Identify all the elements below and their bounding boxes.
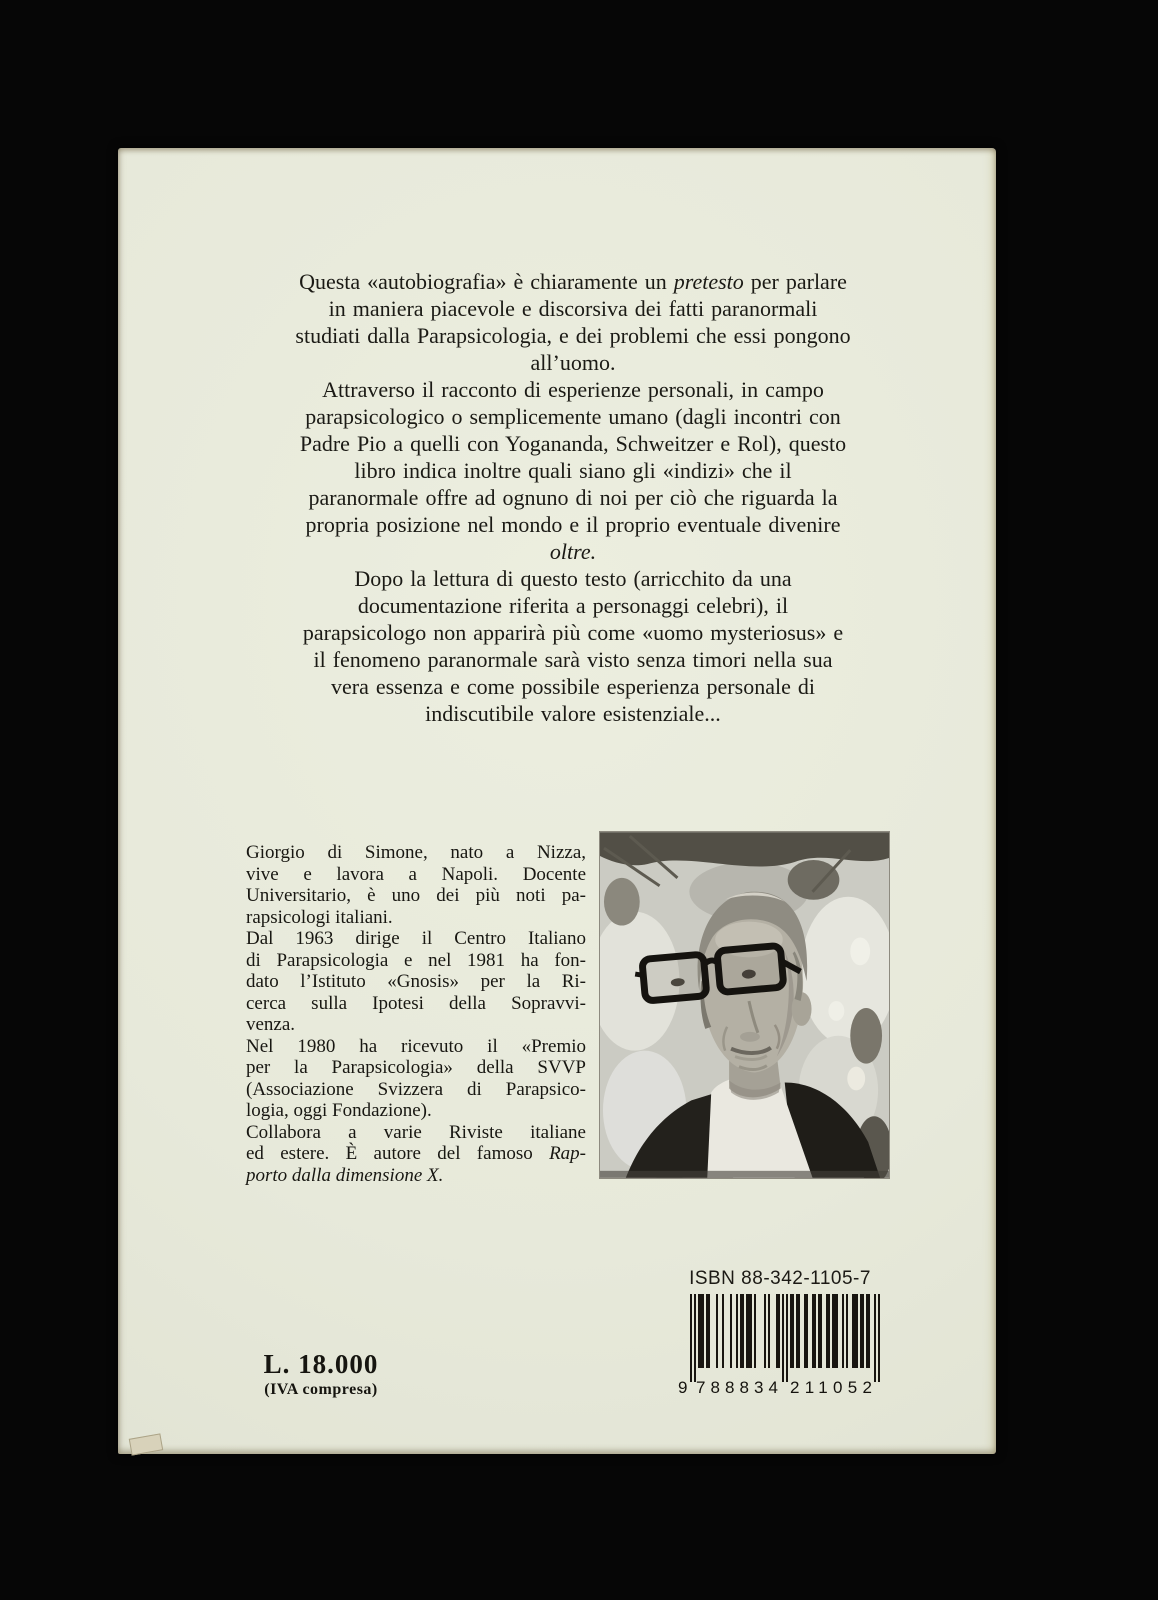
text-segment: ed estere. È autore del famoso	[246, 1143, 550, 1164]
text-line	[238, 538, 908, 565]
price-amount: L. 18.000	[263, 1349, 379, 1379]
text-line	[246, 971, 586, 993]
text-segment: Attraverso il racconto di esperienze personali, in campo	[322, 377, 824, 402]
text-segment: dato l’Istituto «Gnosis» per la Ri-	[246, 971, 586, 992]
text-line	[246, 950, 586, 972]
text-segment: rapsicologi italiani.	[246, 906, 393, 928]
text-segment: parapsicologo non apparirà più come «uomo mysteriosus» e	[302, 620, 844, 645]
text-line	[246, 1057, 586, 1079]
text-line	[246, 907, 586, 929]
text-line	[246, 1036, 586, 1058]
text-line	[246, 864, 586, 886]
italic-text-segment: oltre.	[549, 539, 597, 564]
text-line	[238, 295, 908, 322]
text-line	[246, 1165, 586, 1187]
author-bio-text	[246, 842, 586, 1186]
text-segment: di Parapsicologia e nel 1981 ha fon-	[246, 949, 586, 971]
text-line	[246, 1122, 586, 1144]
text-line	[246, 928, 586, 950]
text-segment: il fenomeno paranormale sarà visto senza timori nella sua	[313, 647, 833, 672]
text-segment: Dal 1963 dirige il Centro Italiano	[246, 928, 586, 949]
text-line	[238, 403, 908, 430]
author-photo	[599, 831, 890, 1179]
book-back-cover	[118, 148, 996, 1454]
text-line	[246, 842, 586, 864]
text-line	[238, 376, 908, 403]
text-segment: Collabora a varie Riviste italiane	[246, 1121, 586, 1143]
text-line	[246, 1014, 586, 1036]
text-segment: Nel 1980 ha ricevuto il «Premio	[246, 1035, 586, 1057]
text-line	[246, 1143, 586, 1165]
text-segment: paranormale offre ad ognuno di noi per ciò che riguarda la	[308, 485, 838, 510]
text-line	[238, 457, 908, 484]
text-line	[246, 1100, 586, 1122]
text-segment: indiscutibile valore esistenziale...	[425, 701, 721, 726]
text-segment: cerca sulla Ipotesi della Sopravvi-	[246, 992, 586, 1014]
text-line	[238, 484, 908, 511]
isbn-label: ISBN 88-342-1105-7	[689, 1268, 871, 1289]
text-line	[238, 700, 908, 727]
text-line	[238, 565, 908, 592]
barcode	[674, 1294, 886, 1394]
text-segment: vive e lavora a Napoli. Docente	[246, 863, 586, 885]
price-vat-note: (IVA compresa)	[264, 1381, 378, 1398]
text-line	[238, 511, 908, 538]
text-line	[238, 646, 908, 673]
barcode-prefix-digit: 9	[678, 1378, 688, 1394]
text-segment: libro indica inoltre quali siano gli «indizi» che il	[354, 458, 792, 483]
barcode-right-digits: 211052	[790, 1378, 872, 1394]
text-segment: Dopo la lettura di questo testo (arricchito da una	[354, 566, 792, 591]
text-segment: Padre Pio a quelli con Yogananda, Schweitzer e Rol), questo	[299, 431, 847, 456]
text-segment: vera essenza e come possibile esperienza personale di	[331, 674, 815, 699]
page-edge-sliver	[129, 1433, 163, 1455]
text-segment: venza.	[246, 1014, 296, 1035]
italic-text-segment: Rap-	[549, 1143, 586, 1164]
price-block	[256, 1350, 386, 1399]
text-segment: studiati dalla Parapsicologia, e dei problemi che essi pongono	[295, 323, 851, 348]
text-segment: Questa «autobiografia» è chiaramente un	[299, 269, 674, 294]
blurb-text	[238, 268, 908, 727]
text-segment: in maniera piacevole e discorsiva dei fatti paranormali	[328, 296, 818, 321]
italic-text-segment: pretesto	[673, 269, 744, 294]
text-segment: logia, oggi Fondazione).	[246, 1100, 432, 1121]
text-segment: Giorgio di Simone, nato a Nizza,	[246, 842, 586, 863]
text-line	[246, 1079, 586, 1101]
author-photo-graphic	[600, 832, 889, 1178]
text-line	[238, 430, 908, 457]
text-line	[238, 349, 908, 376]
text-line	[238, 268, 908, 295]
text-line	[238, 592, 908, 619]
italic-text-segment: porto dalla dimensione X.	[246, 1164, 444, 1186]
text-line	[238, 322, 908, 349]
text-line	[246, 993, 586, 1015]
text-line	[238, 673, 908, 700]
text-line	[238, 619, 908, 646]
text-segment: documentazione riferita a personaggi celebri), il	[357, 593, 789, 618]
text-segment: per la Parapsicologia» della SVVP	[246, 1057, 586, 1078]
text-segment: per parlare	[743, 269, 847, 294]
text-line	[246, 885, 586, 907]
text-segment: Universitario, è uno dei più noti pa-	[246, 885, 586, 906]
text-segment: (Associazione Svizzera di Parapsico-	[246, 1078, 586, 1100]
text-segment: propria posizione nel mondo e il proprio eventuale divenire	[305, 512, 841, 537]
text-segment: all’uomo.	[530, 350, 616, 375]
barcode-bars	[690, 1294, 880, 1382]
barcode-left-digits: 788834	[696, 1378, 778, 1394]
text-segment: parapsicologico o semplicemente umano (dagli incontri con	[305, 404, 841, 429]
